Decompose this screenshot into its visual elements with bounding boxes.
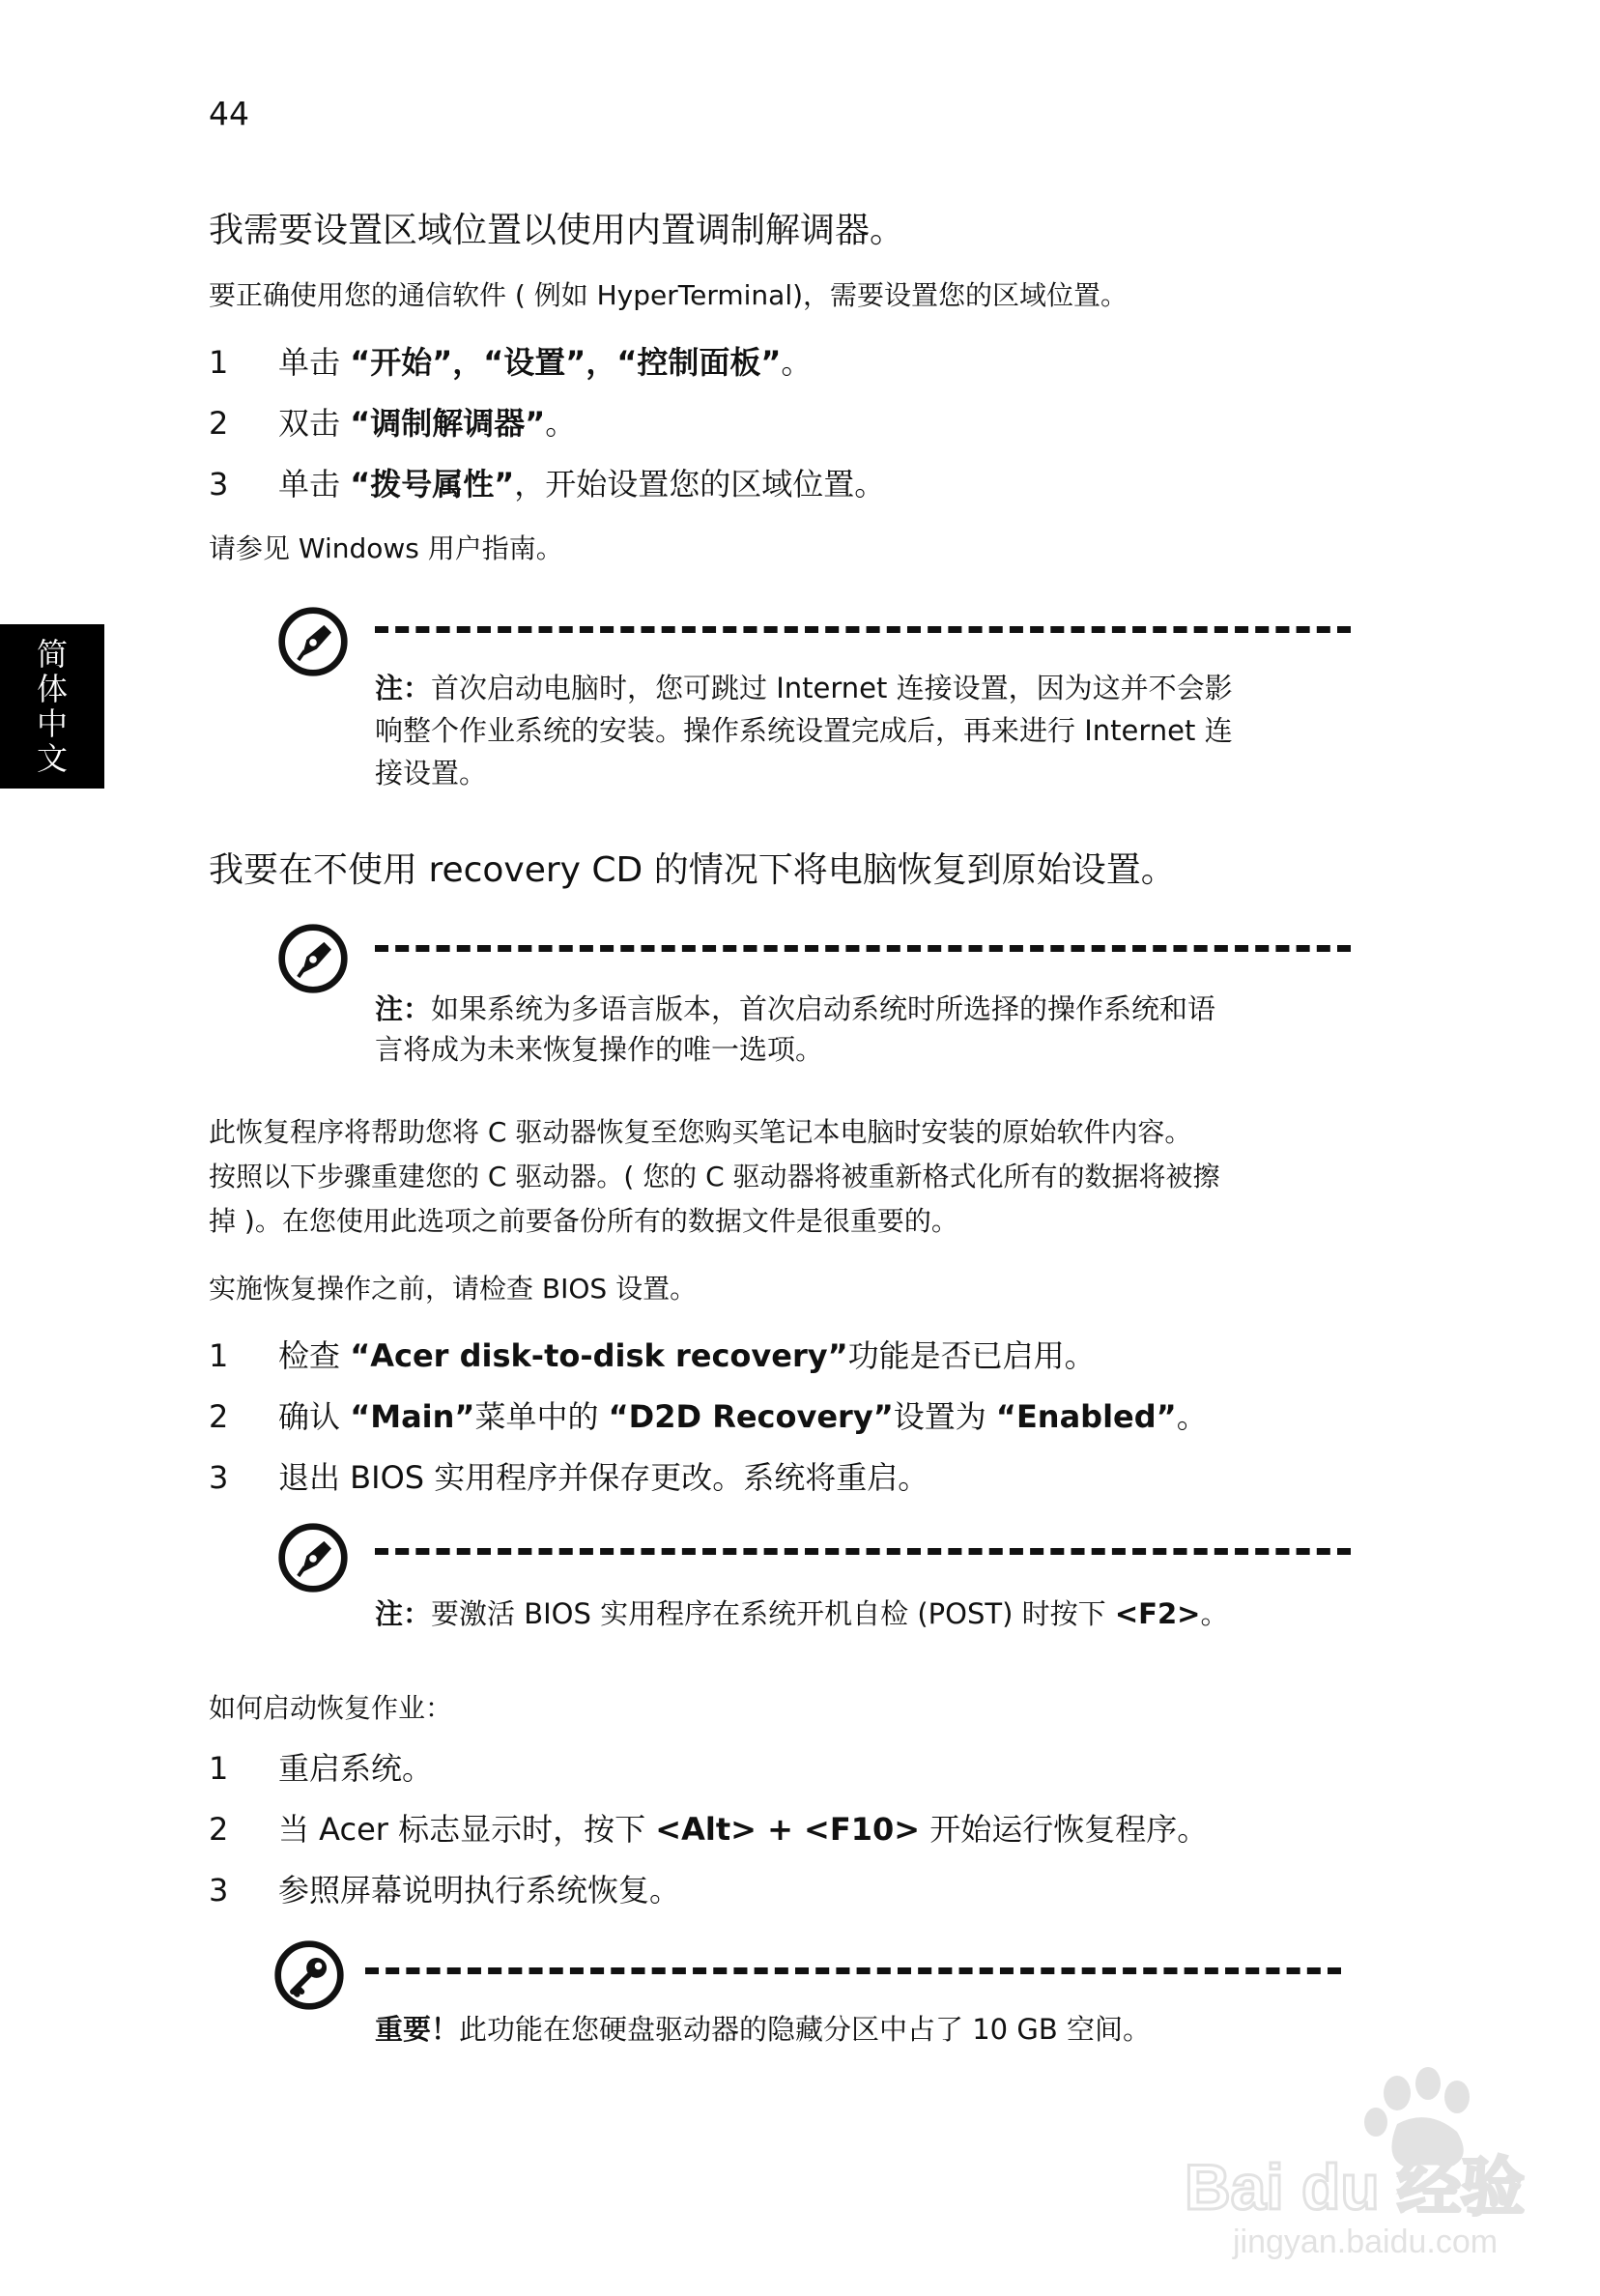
step-text: 功能是否已启用。 <box>847 1337 1096 1374</box>
start-intro: 如何启动恢复作业： <box>209 1692 453 1724</box>
step-text: 参照屏幕说明执行系统恢复。 <box>278 1872 681 1909</box>
step-bold-text: “拨号属性” <box>350 466 515 502</box>
side-tab-char: 中 <box>36 705 68 742</box>
step-text: 当 Acer 标志显示时，按下 <box>278 1811 656 1848</box>
note-divider <box>375 1548 1351 1555</box>
section1-intro: 要正确使用您的通信软件 ( 例如 HyperTerminal)，需要设置您的区域位置。 <box>209 279 1129 311</box>
step-bold-text: “Main” <box>350 1398 475 1435</box>
note-line: 言将成为未来恢复操作的唯一选项。 <box>375 1033 824 1066</box>
section1-step <box>209 338 812 383</box>
note-pen-icon <box>276 605 350 678</box>
recovery-para-line: 掉 )。在您使用此选项之前要备份所有的数据文件是很重要的。 <box>209 1205 958 1237</box>
note-text: 首次启动电脑时，您可跳过 Internet 连接设置，因为这并不会影 <box>431 672 1233 704</box>
step-text: 设置为 <box>893 1398 996 1435</box>
step-number: 2 <box>209 1811 229 1848</box>
language-side-tab <box>0 624 104 789</box>
watermark-url: jingyan.baidu.com <box>1233 2224 1499 2260</box>
step-number: 1 <box>209 1337 229 1374</box>
step-bold-text: “Acer disk-to-disk recovery” <box>350 1337 848 1374</box>
bios-step <box>209 1453 929 1498</box>
important-text: 此功能在您硬盘驱动器的隐藏分区中占了 10 GB 空间。 <box>459 2013 1151 2046</box>
note-line: 接设置。 <box>375 757 488 789</box>
note-label: 注： <box>375 992 432 1025</box>
step-bold-text: <Alt> + <F10> <box>655 1811 921 1848</box>
step-text: 退出 BIOS 实用程序并保存更改。系统将重启。 <box>278 1459 929 1496</box>
step-bold-text: “D2D Recovery” <box>608 1398 894 1435</box>
step-text: 。 <box>781 344 813 381</box>
note-divider <box>375 945 1351 952</box>
note-pen-icon <box>276 1521 350 1594</box>
start-step <box>209 1866 680 1910</box>
side-tab-char: 文 <box>36 740 68 777</box>
note-divider <box>365 1967 1341 1974</box>
side-tab-char: 体 <box>36 671 68 707</box>
note-divider <box>375 626 1351 633</box>
watermark-logo-text: Bai du 经验 <box>1185 2151 1526 2223</box>
step-text: ，开始设置您的区域位置。 <box>514 466 886 502</box>
section1-step <box>209 460 885 504</box>
note-key: <F2> <box>1114 1597 1201 1630</box>
important-key-icon <box>272 1938 346 2012</box>
step-text: 检查 <box>278 1337 351 1374</box>
section1-step <box>209 399 576 444</box>
step-bold-text: “调制解调器” <box>350 405 546 442</box>
recovery-para-line: 此恢复程序将帮助您将 C 驱动器恢复至您购买笔记本电脑时安装的原始软件内容。 <box>209 1116 1192 1148</box>
section2-heading: 我要在不使用 recovery CD 的情况下将电脑恢复到原始设置。 <box>209 850 1176 890</box>
step-text: 双击 <box>278 405 351 442</box>
important-label: 重要！ <box>375 2013 460 2046</box>
note-pen-icon <box>276 922 350 995</box>
note-label: 注： <box>375 1597 432 1630</box>
note-text: 要激活 BIOS 实用程序在系统开机自检 (POST) 时按下 <box>431 1597 1115 1630</box>
step-text: 确认 <box>278 1398 351 1435</box>
step-number: 2 <box>209 405 229 442</box>
page-number: 44 <box>209 95 249 132</box>
step-bold-text: “Enabled” <box>995 1398 1177 1435</box>
section1-heading: 我需要设置区域位置以使用内置调制解调器。 <box>209 211 905 250</box>
bios-step <box>209 1332 1096 1376</box>
note-label: 注： <box>375 672 432 704</box>
note-text: 。 <box>1200 1597 1229 1630</box>
note-text: 如果系统为多语言版本，首次启动系统时所选择的操作系统和语 <box>431 992 1216 1025</box>
side-tab-char: 简 <box>36 636 68 673</box>
step-number: 2 <box>209 1398 229 1435</box>
step-text: 重启系统。 <box>278 1750 434 1787</box>
start-step <box>209 1744 433 1789</box>
start-step <box>209 1805 1208 1850</box>
bios-intro: 实施恢复操作之前，请检查 BIOS 设置。 <box>209 1273 698 1305</box>
step-text: 单击 <box>278 344 351 381</box>
recovery-para-line: 按照以下步骤重建您的 C 驱动器。( 您的 C 驱动器将被重新格式化所有的数据将被擦 <box>209 1161 1220 1192</box>
bios-step <box>209 1392 1208 1437</box>
step-number: 3 <box>209 1459 229 1496</box>
note-line <box>375 988 1215 1030</box>
note-line <box>375 1593 1228 1635</box>
note-line: 响整个作业系统的安装。操作系统设置完成后，再来进行 Internet 连 <box>375 714 1233 747</box>
step-number: 1 <box>209 1750 229 1787</box>
step-text: 单击 <box>278 466 351 502</box>
note-line <box>375 667 1233 709</box>
step-number: 1 <box>209 344 229 381</box>
step-number: 3 <box>209 466 229 502</box>
step-number: 3 <box>209 1872 229 1909</box>
baidu-watermark-logo <box>1175 2054 1542 2267</box>
section1-outro: 请参见 Windows 用户指南。 <box>209 532 563 564</box>
step-text: 。 <box>545 405 577 442</box>
step-text: 开始运行恢复程序。 <box>920 1811 1209 1848</box>
step-text: 。 <box>1176 1398 1208 1435</box>
step-bold-text: “开始”，“设置”，“控制面板” <box>350 344 782 381</box>
important-line <box>375 2008 1151 2051</box>
step-text: 菜单中的 <box>474 1398 609 1435</box>
